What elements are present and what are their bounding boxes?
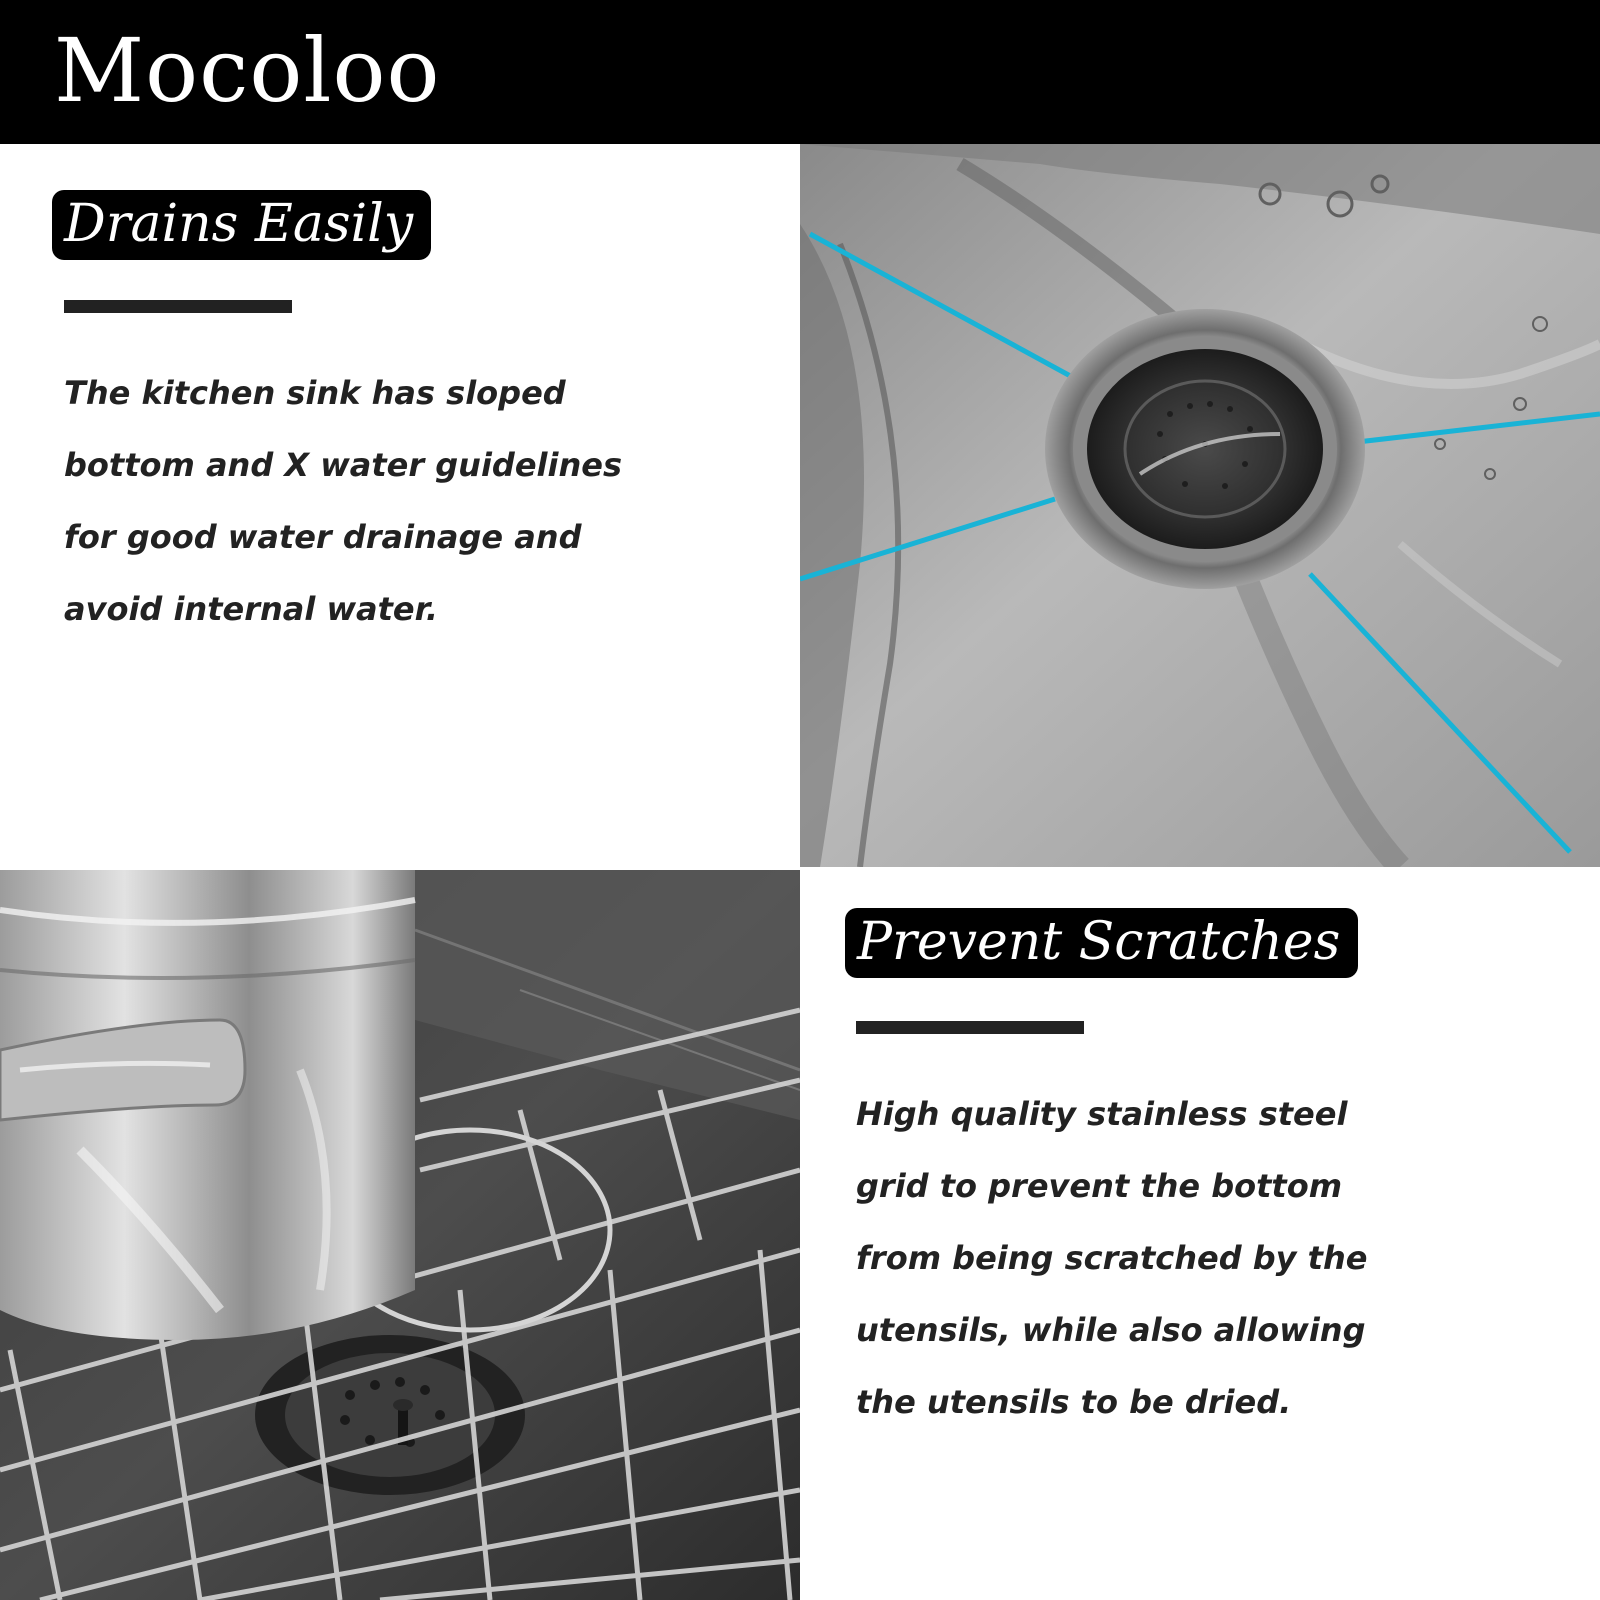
description-line: The kitchen sink has sloped bbox=[64, 374, 566, 412]
description-line: the utensils to be dried. bbox=[856, 1383, 1292, 1421]
description-line: High quality stainless steel bbox=[856, 1095, 1348, 1133]
prevent-scratches-title: Prevent Scratches bbox=[845, 908, 1358, 978]
title-underline bbox=[856, 1021, 1084, 1034]
description-line: avoid internal water. bbox=[64, 590, 438, 628]
drains-easily-title: Drains Easily bbox=[52, 190, 431, 260]
description-line: from being scratched by the bbox=[856, 1239, 1368, 1277]
brand-name: Mocoloo bbox=[54, 19, 441, 122]
drains-easily-description bbox=[64, 357, 704, 645]
prevent-scratches-description bbox=[856, 1078, 1416, 1438]
description-line: for good water drainage and bbox=[64, 518, 582, 556]
description-line: grid to prevent the bottom bbox=[856, 1167, 1343, 1205]
header-bar bbox=[0, 0, 1600, 144]
sink-grid-photo bbox=[0, 870, 800, 1600]
description-line: utensils, while also allowing bbox=[856, 1311, 1366, 1349]
description-line: bottom and X water guidelines bbox=[64, 446, 622, 484]
title-underline bbox=[64, 300, 292, 313]
sink-drain-photo bbox=[800, 144, 1600, 867]
